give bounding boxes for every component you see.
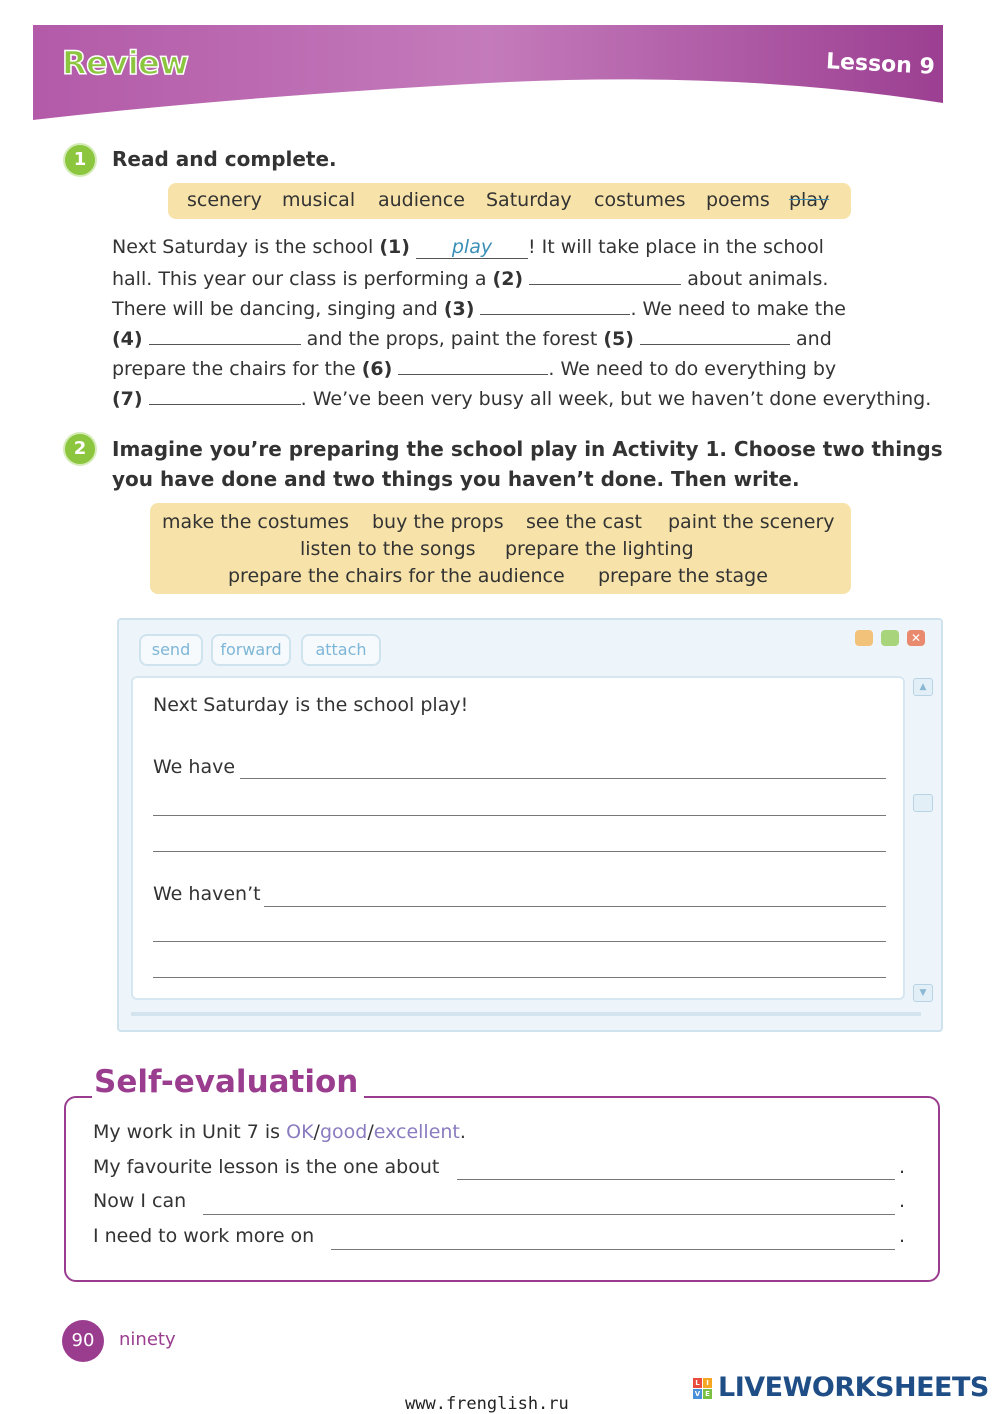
we-have-line-2[interactable] [153, 815, 886, 816]
email-greeting: Next Saturday is the school play! [153, 694, 469, 716]
self-eval-line-2: My favourite lesson is the one about [93, 1156, 440, 1178]
text-line-5 [112, 356, 836, 380]
we-have-line-3[interactable] [153, 851, 886, 852]
gap-number: (6) [361, 358, 393, 380]
now-i-can-input[interactable] [203, 1214, 895, 1215]
phrase-item: prepare the stage [598, 565, 768, 587]
activity-2-instruction-line-2: you have done and two things you haven’t done. Then write. [112, 467, 800, 491]
text: . We need to make the [630, 298, 846, 320]
we-havent-line-2[interactable] [153, 941, 886, 942]
page-number: 90 [62, 1320, 104, 1362]
word-item: scenery [187, 189, 262, 211]
text: prepare the chairs for the [112, 358, 362, 380]
text: Next Saturday is the school [112, 236, 380, 258]
phrase-item: prepare the chairs for the audience [228, 565, 565, 587]
we-havent-label: We haven’t [153, 883, 261, 905]
we-havent-line-3[interactable] [153, 977, 886, 978]
gap-3-input[interactable] [480, 296, 630, 315]
phrase-bank-2 [150, 503, 851, 594]
phrase-item: buy the props [372, 511, 504, 533]
text-line-2 [112, 266, 828, 290]
word-item: audience [378, 189, 465, 211]
we-have-label: We have [153, 756, 236, 778]
gap-4-input[interactable] [149, 326, 301, 345]
word-item: poems [706, 189, 770, 211]
scroll-thumb[interactable] [913, 794, 933, 812]
lesson-label: Lesson 9 [825, 49, 936, 80]
work-more-on-input[interactable] [331, 1249, 895, 1250]
email-window [117, 618, 943, 1032]
activity-1-number: 1 [63, 143, 97, 177]
option-excellent[interactable]: excellent [373, 1121, 460, 1143]
word-item-used: play [789, 189, 830, 211]
gap-number: (5) [603, 328, 634, 350]
self-eval-line-3: Now I can [93, 1190, 187, 1212]
text: and [789, 328, 832, 350]
liveworksheets-logo-icon: L I V E [693, 1378, 713, 1400]
text-line-6 [112, 386, 931, 410]
gap-number: (4) [112, 328, 143, 350]
option-ok[interactable]: OK [286, 1121, 314, 1143]
period: . [899, 1225, 906, 1247]
text: about animals. [681, 268, 829, 290]
text-line-1 [112, 236, 824, 259]
option-good[interactable]: good [319, 1121, 368, 1143]
text: . [459, 1121, 466, 1143]
we-have-line-1[interactable] [240, 778, 886, 779]
page-number-word: ninety [119, 1329, 176, 1350]
phrase-item: see the cast [526, 511, 642, 533]
self-evaluation-title: Self-evaluation [92, 1064, 364, 1100]
we-havent-line-1[interactable] [264, 906, 886, 907]
word-item: musical [282, 189, 356, 211]
period: . [899, 1156, 906, 1178]
send-button[interactable]: send [139, 634, 203, 666]
gap-7-input[interactable] [149, 386, 301, 405]
activity-2-instruction-line-1: Imagine you’re preparing the school play in Activity 1. Choose two things [112, 437, 943, 461]
phrase-item: make the costumes [162, 511, 349, 533]
self-eval-line-1 [93, 1121, 466, 1143]
scrollbar[interactable] [913, 678, 933, 1000]
gap-number: (1) [379, 236, 410, 258]
email-body[interactable] [131, 676, 905, 1000]
phrase-item: listen to the songs [300, 538, 476, 560]
text: . We need to do everything by [548, 358, 837, 380]
phrase-item: prepare the lighting [505, 538, 694, 560]
close-icon[interactable]: ✕ [907, 630, 925, 646]
maximize-icon[interactable] [881, 630, 899, 646]
gap-2-input[interactable] [529, 266, 681, 285]
liveworksheets-brand: LIVEWORKSHEETS [718, 1372, 989, 1403]
gap-1-answer[interactable]: play [416, 236, 528, 259]
text: My work in Unit 7 is [93, 1121, 287, 1143]
separator: / [313, 1121, 320, 1143]
separator: / [367, 1121, 374, 1143]
forward-button[interactable]: forward [211, 634, 291, 666]
word-bank-1 [168, 183, 851, 219]
activity-2-number: 2 [63, 432, 97, 466]
word-item: Saturday [486, 189, 572, 211]
gap-6-input[interactable] [398, 356, 548, 375]
word-item: costumes [594, 189, 686, 211]
phrase-item: paint the scenery [668, 511, 835, 533]
text: hall. This year our class is performing a [112, 268, 493, 290]
activity-1-instruction: Read and complete. [112, 147, 337, 171]
gap-number: (3) [443, 298, 475, 320]
source-url: www.frenglish.ru [405, 1394, 569, 1414]
page-title: Review [62, 44, 189, 82]
self-eval-line-4: I need to work more on [93, 1225, 315, 1247]
gap-5-input[interactable] [640, 326, 790, 345]
scroll-up-icon[interactable]: ▲ [913, 678, 933, 696]
period: . [899, 1190, 906, 1212]
status-bar [131, 1012, 921, 1016]
gap-number: (7) [112, 388, 143, 410]
scroll-down-icon[interactable]: ▼ [913, 984, 933, 1002]
text-line-3 [112, 296, 846, 320]
text: and the props, paint the forest [300, 328, 604, 350]
text: ! It will take place in the school [528, 236, 824, 258]
favourite-lesson-input[interactable] [457, 1179, 895, 1180]
attach-button[interactable]: attach [301, 634, 381, 666]
text: . We’ve been very busy all week, but we haven’t done everything. [300, 388, 932, 410]
text-line-4 [112, 326, 832, 350]
gap-number: (2) [492, 268, 524, 290]
text: There will be dancing, singing and [112, 298, 444, 320]
minimize-icon[interactable] [855, 630, 873, 646]
